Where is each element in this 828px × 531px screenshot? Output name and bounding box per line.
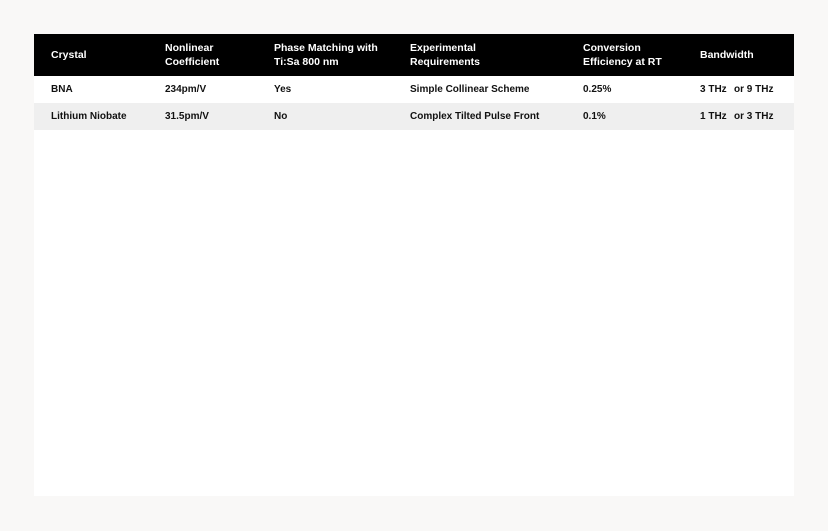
cell-phase-matching: No (274, 111, 288, 122)
header-nonlinear-coefficient: Nonlinear Coefficient (165, 42, 220, 68)
cell-efficiency: 0.25% (583, 84, 612, 95)
cell-coefficient: 31.5pm/V (165, 111, 209, 122)
bandwidth-primary: 3 THz (700, 84, 727, 95)
table-row (34, 103, 794, 130)
cell-requirements: Complex Tilted Pulse Front (410, 111, 540, 122)
header-experimental-requirements: Experimental Requirements (410, 42, 481, 68)
cell-bandwidth (700, 103, 773, 130)
cell-phase-matching: Yes (274, 84, 292, 95)
bandwidth-primary: 1 THz (700, 111, 727, 122)
cell-requirements: Simple Collinear Scheme (410, 84, 530, 95)
header-conversion-efficiency: Conversion Efficiency at RT (583, 42, 662, 68)
bandwidth-alternate: or 9 THz (734, 84, 774, 95)
table-row (34, 76, 794, 103)
cell-efficiency: 0.1% (583, 111, 606, 122)
cell-crystal: BNA (51, 84, 73, 95)
cell-coefficient: 234pm/V (165, 84, 207, 95)
table-header (34, 34, 794, 76)
cell-bandwidth (700, 76, 773, 103)
header-bandwidth: Bandwidth (700, 49, 754, 61)
comparison-table-card (34, 34, 794, 496)
cell-crystal: Lithium Niobate (51, 111, 127, 122)
header-phase-matching: Phase Matching with Ti:Sa 800 nm (274, 42, 378, 68)
bandwidth-alternate: or 3 THz (734, 111, 774, 122)
header-crystal: Crystal (51, 49, 87, 61)
